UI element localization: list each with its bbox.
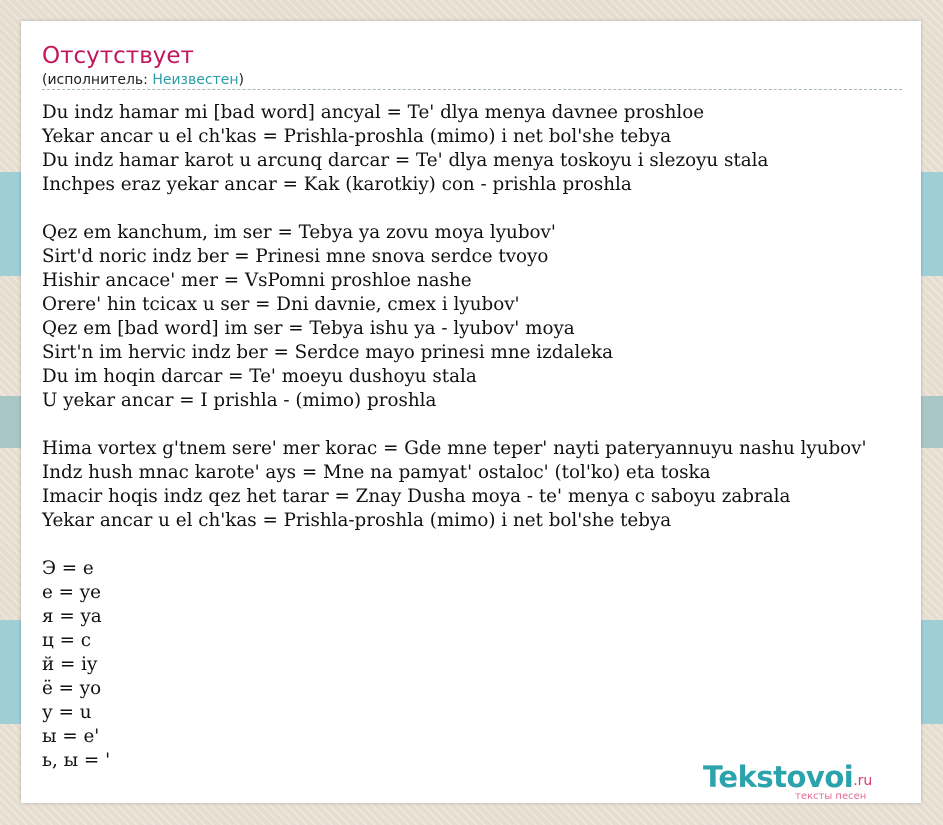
lyric-line: ц = c xyxy=(42,630,91,651)
lyric-line: Sirt'd noric indz ber = Prinesi mne snova serdce tvoyo xyxy=(42,246,549,267)
lyric-line: Yekar ancar u el ch'kas = Prishla-proshla (mimo) i net bol'she tebya xyxy=(42,126,672,147)
lyric-line: ь, ы = ' xyxy=(42,750,111,771)
artist-prefix: (исполнитель: xyxy=(42,72,153,88)
logo-tagline: тексты песен xyxy=(795,791,867,802)
lyric-line: Imacir hoqis indz qez het tarar = Znay Dusha moya - te' menya c saboyu zabrala xyxy=(42,486,791,507)
lyric-line: Qez em [bad word] im ser = Tebya ishu ya - lyubov' moya xyxy=(42,318,575,339)
lyric-line: Du im hoqin darcar = Te' moeyu dushoyu stala xyxy=(42,366,477,387)
artist-suffix: ) xyxy=(238,72,244,88)
lyric-line: Yekar ancar u el ch'kas = Prishla-proshla (mimo) i net bol'she tebya xyxy=(42,510,672,531)
lyric-line: Qez em kanchum, im ser = Tebya ya zovu moya lyubov' xyxy=(42,222,556,243)
lyric-line xyxy=(42,413,943,437)
lyric-line xyxy=(42,533,943,557)
lyric-line: Hishir ancace' mer = VsPomni proshloe nashe xyxy=(42,270,472,291)
lyric-line: U yekar ancar = I prishla - (mimo) proshla xyxy=(42,390,437,411)
lyric-line: я = ya xyxy=(42,606,102,627)
lyric-line: Du indz hamar karot u arcunq darcar = Te' dlya menya toskoyu i slezoyu stala xyxy=(42,150,769,171)
lyric-line: Du indz hamar mi [bad word] ancyal = Te' dlya menya davnee proshloe xyxy=(42,102,705,123)
lyric-line xyxy=(42,197,943,221)
lyric-line: Hima vortex g'tnem sere' mer korac = Gde mne teper' nayti pateryannuyu nashu lyubov' xyxy=(42,438,867,459)
lyric-line: е = ye xyxy=(42,582,101,603)
logo-word: Tekstovoi xyxy=(703,760,854,794)
lyric-line: й = iy xyxy=(42,654,98,675)
lyrics-card xyxy=(21,21,921,803)
logo-tld: .ru xyxy=(853,773,873,789)
lyric-line: Sirt'n im hervic indz ber = Serdce mayo prinesi mne izdaleka xyxy=(42,342,613,363)
lyric-line: Orere' hin tcicax u ser = Dni davnie, cmex i lyubov' xyxy=(42,294,520,315)
lyric-line: Inchpes eraz yekar ancar = Kak (karotkiy) con - prishla proshla xyxy=(42,174,632,195)
artist-line xyxy=(42,71,244,89)
lyric-line: Э = e xyxy=(42,558,94,579)
title-divider xyxy=(42,89,902,90)
lyrics-text xyxy=(42,101,943,773)
lyric-line: ё = yo xyxy=(42,678,102,699)
lyric-line: Indz hush mnac karote' ays = Mne na pamyat' ostaloc' (tol'ko) eta toska xyxy=(42,462,711,483)
song-title: Отсутствует xyxy=(42,43,194,69)
artist-link[interactable]: Неизвестен xyxy=(152,72,239,88)
lyric-line: у = u xyxy=(42,702,92,723)
lyric-line: ы = e' xyxy=(42,726,100,747)
site-logo[interactable] xyxy=(703,761,913,803)
